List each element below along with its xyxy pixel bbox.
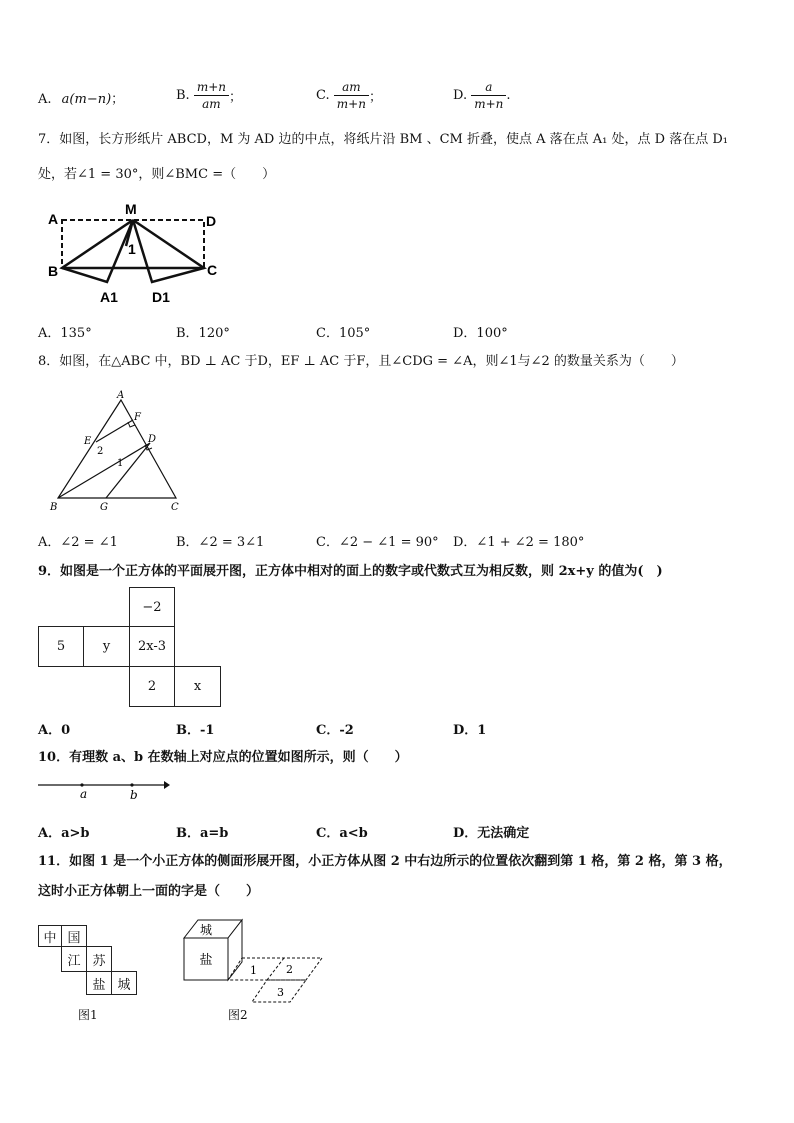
q11-grid-divider	[267, 958, 284, 980]
q6-d-denominator: m+n	[474, 97, 504, 111]
q11-grid-label-1: 1	[250, 964, 257, 977]
q11-caption-fig2: 图2	[228, 1008, 248, 1022]
q10-point-b	[130, 783, 133, 786]
q6-option-a-label: A.	[38, 92, 52, 107]
q6-option-b-fraction	[194, 80, 229, 111]
q10-label-a: a	[80, 787, 88, 801]
q8-label-D: D	[148, 434, 157, 445]
q6-option-b-label: B.	[176, 88, 190, 103]
q8-label-F: F	[134, 412, 141, 423]
q11-text-line1: 11．如图 1 是一个小正方体的侧面形展开图，小正方体从图 2 中右边所示的位置依次翻到第 1 格，第 2 格，第 3 格，	[38, 854, 732, 869]
q6-b-numerator: m+n	[194, 80, 229, 96]
q9-net-cell-left2: y	[83, 626, 130, 667]
q8-text: 8．如图，在△ABC 中，BD ⊥ AC 于D，EF ⊥ AC 于F，且∠CDG = ∠A，则∠1与∠2 的数量关系为（ ）	[38, 354, 684, 369]
q6-option-d-fraction	[471, 80, 506, 111]
q8-label-G: G	[100, 502, 108, 513]
q7-label-A: A	[48, 211, 59, 227]
q7-figure	[40, 198, 230, 310]
q9-text: 9．如图是一个正方体的平面展开图，正方体中相对的面上的数字或代数式互为相反数，则 2x+y 的值为( )	[38, 564, 663, 579]
q10-option-a: A．a>b	[38, 826, 90, 841]
q6-d-numerator: a	[471, 80, 506, 96]
q8-line-bd	[58, 443, 150, 498]
q9-option-c: C．-2	[316, 723, 354, 738]
q7-option-d: D．100°	[453, 326, 508, 341]
q7-text-line1: 7．如图，长方形纸片 ABCD，M 为 AD 边的中点，将纸片沿 BM 、CM 折叠，使点 A 落在点 A₁ 处，点 D 落在点 D₁	[38, 132, 728, 147]
q10-option-d: D．无法确定	[453, 826, 530, 841]
q11-net-cell-zhong: 中	[38, 925, 62, 947]
q9-option-d: D．1	[453, 723, 487, 738]
q11-cube-front-label: 盐	[199, 953, 213, 968]
q11-net-cell-jiang: 江	[61, 946, 87, 972]
q9-net-cell-center: 2x-3	[129, 626, 175, 667]
q11-cube-top-label: 城	[199, 923, 213, 937]
q6-option-a-expr: a(m−n)	[61, 92, 112, 107]
q8-option-d: D．∠1 + ∠2 = 180°	[453, 535, 585, 550]
q6-option-d	[453, 80, 511, 111]
q6-b-denominator: am	[202, 97, 221, 111]
q8-option-c: C．∠2 − ∠1 = 90°	[316, 535, 439, 550]
q6-option-d-sep: .	[506, 88, 511, 103]
q7-label-angle1: 1	[128, 241, 136, 257]
q8-label-C: C	[171, 502, 179, 513]
q11-text-line2: 这时小正方体朝上一面的字是（ ）	[38, 884, 260, 899]
q9-option-a: A．0	[38, 723, 71, 738]
q11-net-cell-guo: 国	[61, 925, 87, 947]
q8-line-dg	[106, 443, 150, 498]
q6-option-a	[38, 88, 124, 107]
q6-option-b	[176, 80, 242, 111]
q11-grid-label-2: 2	[286, 963, 293, 976]
q6-option-a-sep: ；	[111, 92, 125, 107]
q6-option-b-sep: ；	[229, 90, 243, 105]
q9-net-cell-bottom: 2	[129, 666, 175, 707]
q7-text-line2: 处，若∠1 = 30°，则∠BMC =（ ）	[38, 167, 276, 182]
q7-label-D: D	[206, 213, 217, 229]
q10-option-c: C．a<b	[316, 826, 368, 841]
q6-option-d-label: D.	[453, 88, 468, 103]
q10-text: 10．有理数 a、b 在数轴上对应点的位置如图所示，则（ ）	[38, 750, 408, 765]
q6-option-c	[316, 80, 382, 111]
q9-option-b: B．-1	[176, 723, 215, 738]
q8-option-b: B．∠2 = 3∠1	[176, 535, 265, 550]
q11-grid-label-3: 3	[277, 986, 284, 999]
q7-option-a: A．135°	[38, 326, 92, 341]
q11-caption-fig1: 图1	[78, 1008, 98, 1022]
q6-option-c-label: C.	[316, 88, 330, 103]
q7-option-b: B．120°	[176, 326, 230, 341]
q7-label-B: B	[48, 263, 59, 279]
q7-fold-left	[62, 220, 133, 282]
q10-number-line	[36, 774, 172, 802]
q8-label-E: E	[84, 436, 92, 447]
q6-c-denominator: m+n	[336, 97, 366, 111]
q8-label-A: A	[117, 390, 125, 401]
q9-net-cell-left1: 5	[38, 626, 84, 667]
q6-option-c-sep: ；	[368, 90, 382, 105]
q8-label-B: B	[50, 502, 58, 513]
q7-label-M: M	[125, 201, 137, 217]
q9-net-cell-top: −2	[129, 587, 175, 627]
q8-option-a: A．∠2 = ∠1	[38, 535, 118, 550]
q8-label-angle1: 1	[117, 458, 124, 469]
q7-label-C: C	[207, 262, 218, 278]
q7-fold-right	[133, 220, 204, 282]
q7-label-A1: A1	[100, 289, 118, 305]
q10-label-b: b	[130, 788, 138, 802]
q7-option-c: C．105°	[316, 326, 371, 341]
q11-net-cell-yan: 盐	[86, 971, 112, 995]
q10-axis-arrow-icon	[164, 781, 170, 789]
q6-option-c-fraction	[334, 80, 369, 111]
q7-label-D1: D1	[152, 289, 170, 305]
q11-net-cell-su: 苏	[86, 946, 112, 972]
q6-c-numerator: am	[334, 80, 369, 96]
q11-net-cell-cheng: 城	[111, 971, 137, 995]
q9-net-cell-right: x	[174, 666, 221, 707]
q8-figure	[46, 388, 186, 514]
q10-option-b: B．a=b	[176, 826, 229, 841]
q8-label-angle2: 2	[97, 446, 104, 457]
q11-figure2	[180, 914, 330, 1006]
